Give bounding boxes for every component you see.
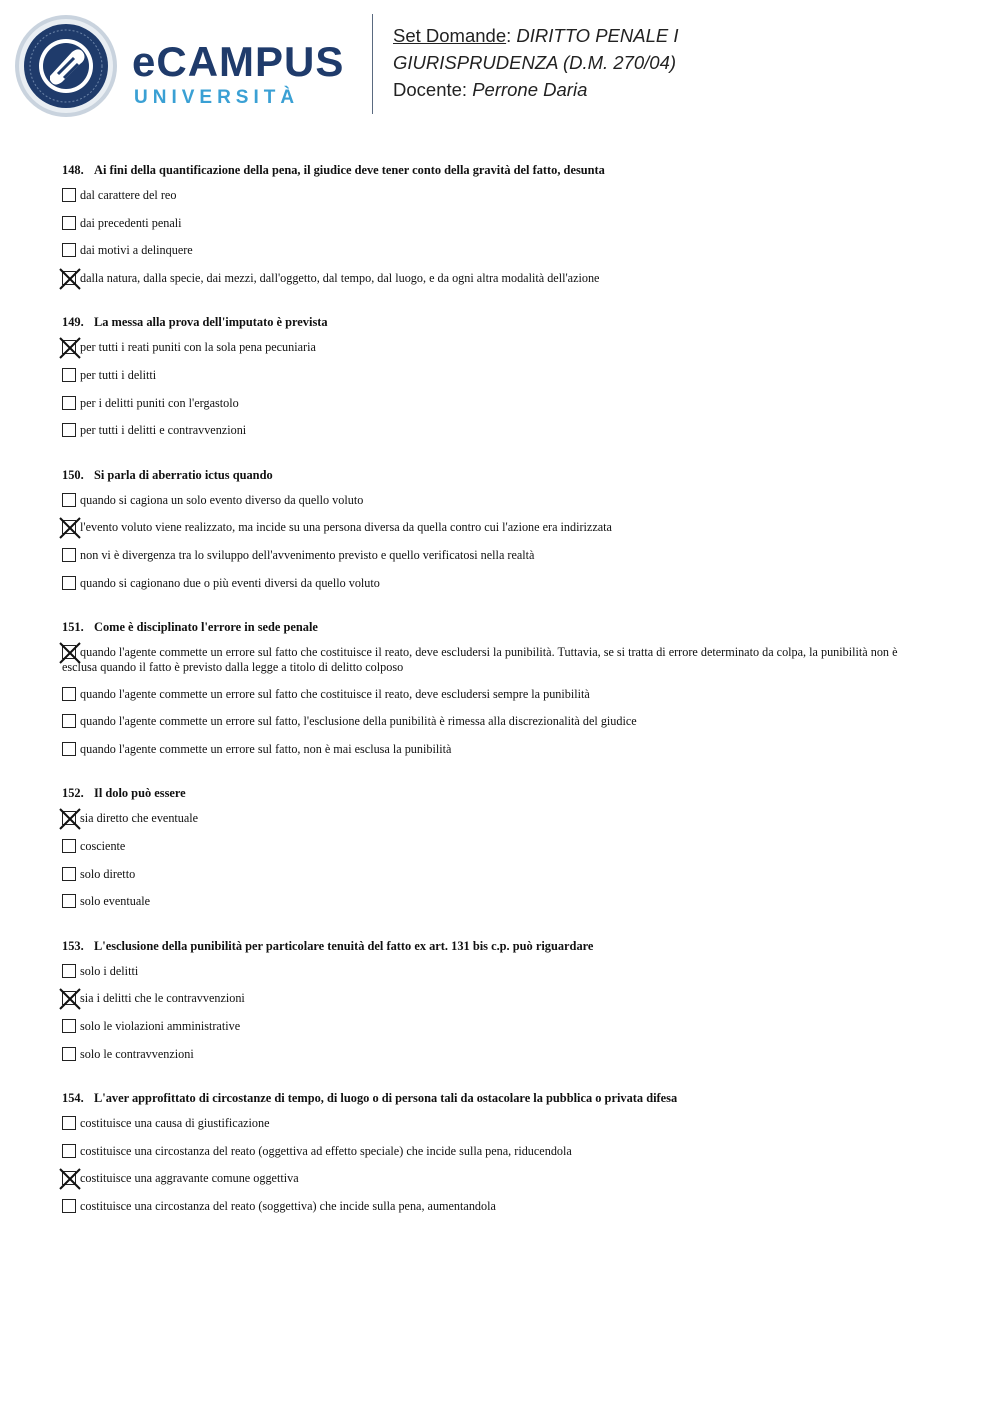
cross-mark-icon — [59, 1168, 81, 1190]
cross-mark-icon — [59, 268, 81, 290]
option-text-line: costituisce una aggravante comune oggettiva — [80, 1171, 299, 1186]
course-line — [393, 49, 679, 76]
question-block — [62, 783, 942, 920]
option-text-line: quando l'agente commette un errore sul fatto che costituisce il reato, deve escludersi la punibilità. Tuttavia, se si tratta di errore determinato da colpa, la punibilità non è — [80, 645, 898, 660]
question-text: L'aver approfittato di circostanze di tempo, di luogo o di persona tali da ostacolare la pubblica o privata difesa — [94, 1090, 678, 1105]
question-title — [62, 783, 942, 803]
option-text — [80, 1169, 942, 1186]
answer-option[interactable] — [62, 685, 942, 713]
option-text-line: dalla natura, dalla specie, dai mezzi, dall'oggetto, dal tempo, dal luogo, e da ogni altra modalità dell'azione — [80, 271, 600, 286]
option-text — [80, 574, 942, 591]
answer-option[interactable] — [62, 366, 942, 394]
option-text — [80, 962, 942, 979]
option-text — [80, 685, 942, 702]
option-text — [80, 338, 942, 355]
question-text: Si parla di aberratio ictus quando — [94, 467, 273, 482]
answer-option[interactable] — [62, 421, 942, 449]
question-title — [62, 936, 942, 956]
option-text — [80, 421, 942, 438]
question-number: 150. — [62, 467, 84, 482]
checkbox[interactable] — [62, 576, 76, 590]
option-text-line: dal carattere del reo — [80, 188, 177, 202]
checkbox[interactable] — [62, 1144, 76, 1158]
option-text — [80, 186, 942, 203]
option-text — [80, 394, 942, 411]
answer-option[interactable] — [62, 989, 942, 1017]
option-text-line: l'evento voluto viene realizzato, ma incide su una persona diversa da quella contro cui l'azione era indirizzata — [80, 520, 612, 535]
checkbox[interactable] — [62, 423, 76, 437]
option-text — [80, 1045, 942, 1062]
checkbox[interactable] — [62, 1199, 76, 1213]
option-text — [80, 809, 942, 826]
answer-option[interactable] — [62, 214, 942, 242]
answer-option[interactable] — [62, 865, 942, 893]
checkbox[interactable] — [62, 493, 76, 507]
option-text-line: per tutti i delitti — [80, 368, 157, 383]
checkbox[interactable] — [62, 742, 76, 756]
option-text-line: dai precedenti penali — [80, 215, 182, 230]
option-text — [80, 269, 942, 286]
answer-option[interactable] — [62, 491, 942, 519]
checkbox[interactable] — [62, 396, 76, 410]
option-text-line: quando l'agente commette un errore sul fatto che costituisce il reato, deve escludersi sempre la punibilità — [80, 686, 590, 701]
question-block — [62, 160, 942, 297]
set-separator: : — [506, 25, 517, 46]
answer-option[interactable] — [62, 1197, 942, 1225]
option-text-line: sia diretto che eventuale — [80, 811, 199, 826]
teacher-line — [393, 76, 679, 103]
option-text-line: solo i delitti — [80, 963, 139, 978]
answer-option[interactable] — [62, 712, 942, 740]
checkbox[interactable] — [62, 964, 76, 978]
option-text-line: costituisce una circostanza del reato (oggettiva ad effetto speciale) che incide sulla pena, riducendola — [80, 1143, 572, 1158]
cross-mark-icon — [59, 517, 81, 539]
answer-option[interactable] — [62, 740, 942, 768]
brand-name: eCAMPUS — [132, 38, 345, 85]
checkbox[interactable] — [62, 894, 76, 908]
option-text — [80, 518, 942, 535]
checkbox[interactable] — [62, 1116, 76, 1130]
answer-option[interactable] — [62, 962, 942, 990]
question-number: 148. — [62, 163, 84, 177]
question-block — [62, 936, 942, 1073]
option-text — [80, 1017, 942, 1034]
header-divider — [372, 14, 373, 114]
university-seal-logo — [14, 14, 118, 118]
question-block — [62, 1088, 942, 1225]
answer-option[interactable] — [62, 1017, 942, 1045]
question-title — [62, 617, 942, 637]
checkbox[interactable] — [62, 687, 76, 701]
question-list — [62, 160, 942, 1240]
option-text-line: per tutti i reati puniti con la sola pena pecuniaria — [80, 340, 316, 355]
option-text — [80, 1114, 942, 1131]
option-text-line: quando si cagionano due o più eventi diversi da quello voluto — [80, 575, 380, 590]
option-text-line: quando si cagiona un solo evento diverso da quello voluto — [80, 492, 364, 507]
option-text — [80, 865, 942, 882]
checkbox[interactable] — [62, 1019, 76, 1033]
question-block — [62, 617, 942, 768]
answer-option[interactable] — [62, 338, 942, 366]
answer-option[interactable] — [62, 518, 942, 546]
checkbox[interactable] — [62, 867, 76, 881]
option-text-line: non vi è divergenza tra lo sviluppo dell'avvenimento previsto e quello verificatosi nella realtà — [80, 548, 535, 563]
answer-option[interactable] — [62, 643, 942, 685]
answer-option[interactable] — [62, 241, 942, 269]
option-text — [80, 1197, 942, 1214]
set-label: Set Domande — [393, 25, 507, 46]
course-name: GIURISPRUDENZA (D.M. 270/04) — [393, 52, 677, 73]
option-text — [80, 989, 942, 1006]
question-title — [62, 1088, 942, 1108]
answer-option[interactable] — [62, 394, 942, 422]
question-text: Come è disciplinato l'errore in sede penale — [94, 620, 318, 635]
page-header — [0, 0, 1000, 130]
answer-option[interactable] — [62, 1169, 942, 1197]
subject-line — [393, 22, 679, 49]
option-text — [62, 643, 942, 675]
teacher-label: Docente: — [393, 79, 473, 100]
answer-option[interactable] — [62, 269, 942, 297]
question-block — [62, 312, 942, 449]
cross-mark-icon — [59, 988, 81, 1010]
option-text — [80, 837, 942, 854]
question-number: 152. — [62, 786, 84, 801]
checkbox[interactable] — [62, 243, 76, 257]
option-text-line: solo le violazioni amministrative — [80, 1018, 241, 1033]
option-text-line: per i delitti puniti con l'ergastolo — [80, 395, 239, 410]
answer-option[interactable] — [62, 1045, 942, 1073]
option-text-line: quando l'agente commette un errore sul fatto, non è mai esclusa la punibilità — [80, 741, 452, 756]
option-text — [80, 1142, 942, 1159]
option-text-line: solo diretto — [80, 866, 136, 881]
brand-subtitle: UNIVERSITÀ — [134, 87, 300, 108]
answer-option[interactable] — [62, 1114, 942, 1142]
answer-option[interactable] — [62, 837, 942, 865]
option-text — [80, 214, 942, 231]
option-text — [80, 366, 942, 383]
option-text — [80, 491, 942, 508]
option-text — [80, 546, 942, 563]
question-text: L'esclusione della punibilità per particolare tenuità del fatto ex art. 131 bis c.p. può riguardare — [94, 938, 594, 953]
question-title — [62, 465, 942, 485]
cross-mark-icon — [59, 808, 81, 830]
question-block — [62, 465, 942, 602]
question-text: La messa alla prova dell'imputato è prevista — [94, 315, 328, 330]
checkbox[interactable] — [62, 216, 76, 230]
answer-option[interactable] — [62, 1142, 942, 1170]
question-number: 151. — [62, 620, 84, 635]
option-text-line: dai motivi a delinquere — [80, 243, 193, 258]
checkbox[interactable] — [62, 714, 76, 728]
checkbox[interactable] — [62, 1047, 76, 1061]
option-text-line: solo eventuale — [80, 894, 151, 909]
question-text: Il dolo può essere — [94, 786, 186, 801]
teacher-name: Perrone Daria — [472, 79, 588, 100]
option-text-line: sia i delitti che le contravvenzioni — [80, 991, 245, 1006]
cross-mark-icon — [59, 642, 81, 664]
checkbox[interactable] — [62, 368, 76, 382]
question-text: Ai fini della quantificazione della pena, il giudice deve tener conto della gravità del fatto, desunta — [94, 163, 605, 177]
option-text — [80, 241, 942, 258]
option-text-line: costituisce una circostanza del reato (soggettiva) che incide sulla pena, aumentandola — [80, 1198, 496, 1213]
option-text-line: solo le contravvenzioni — [80, 1046, 194, 1061]
option-text-line: quando l'agente commette un errore sul fatto, l'esclusione della punibilità è rimessa alla discrezionalità del giudice — [80, 714, 637, 729]
option-text — [80, 892, 942, 909]
question-number: 154. — [62, 1090, 84, 1105]
cross-mark-icon — [59, 337, 81, 359]
question-title — [62, 312, 942, 332]
answer-option[interactable] — [62, 186, 942, 214]
option-text — [80, 712, 942, 729]
ecampus-wordmark — [132, 40, 356, 112]
question-number: 153. — [62, 938, 84, 953]
header-info — [393, 22, 679, 103]
option-text-line: costituisce una causa di giustificazione — [80, 1115, 270, 1130]
option-text-continuation: esclusa quando il fatto è previsto dalla legge a titolo di delitto colposo — [62, 660, 404, 675]
checkbox[interactable] — [62, 188, 76, 202]
question-title — [62, 160, 942, 180]
option-text — [80, 740, 942, 757]
option-text-line: cosciente — [80, 838, 126, 853]
answer-option[interactable] — [62, 574, 942, 602]
answer-option[interactable] — [62, 546, 942, 574]
question-number: 149. — [62, 315, 84, 330]
option-text-line: per tutti i delitti e contravvenzioni — [80, 423, 247, 438]
checkbox[interactable] — [62, 839, 76, 853]
checkbox[interactable] — [62, 548, 76, 562]
answer-option[interactable] — [62, 809, 942, 837]
subject-name: DIRITTO PENALE I — [516, 25, 679, 46]
answer-option[interactable] — [62, 892, 942, 920]
